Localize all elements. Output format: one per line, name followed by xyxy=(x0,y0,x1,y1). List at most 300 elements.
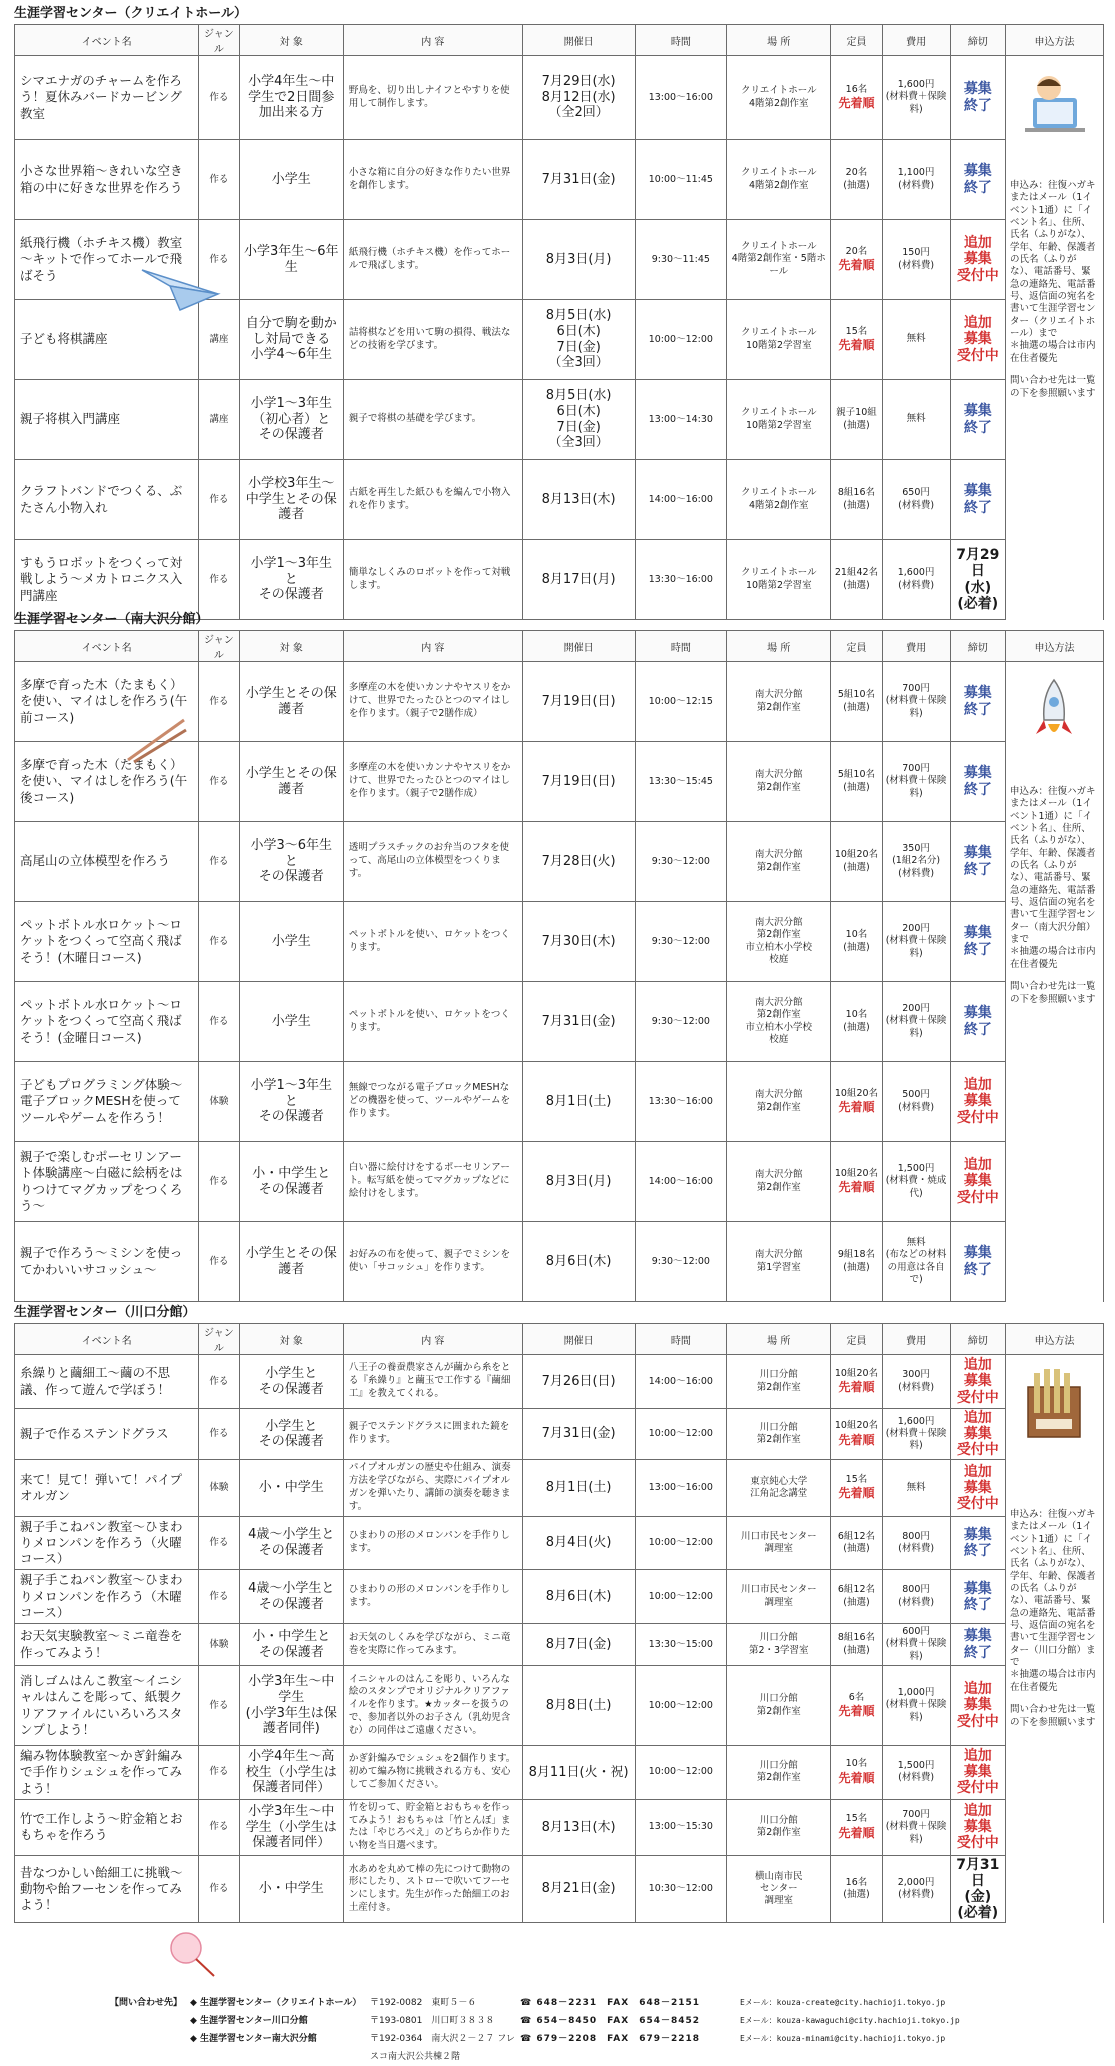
event-name: お天気実験教室～ミニ竜巻を作ってみよう！ xyxy=(15,1624,199,1666)
capacity-value: 10名 (抽選) xyxy=(843,1009,870,1033)
apply-instructions: 申込み：往復ハガキまたはメール（1イベント1通）に「イベント名」、住所、氏名（ふりがな）、学年、年齢、保護者の氏名（ふりがな）、電話番号、緊急の連絡先、電話番号、返信面の宛名を書いて生涯学習センター（川口分館）まで ＊抽選の場合は市内在住者優先 xyxy=(1009,1509,1096,1693)
event-place: 川口分館 第2創作室 xyxy=(727,1666,831,1746)
event-content: 野鳥を、切り出しナイフとやすりを使用して制作します。 xyxy=(343,56,522,140)
event-target: 小学1～3年生 と その保護者 xyxy=(239,540,343,620)
event-fee: 1,100円 (材料費) xyxy=(882,140,950,220)
contact-name: ◆ 生涯学習センター（クリエイトホール） xyxy=(190,1998,362,2008)
event-capacity xyxy=(831,902,882,982)
event-fee: 1,600円 (材料費) xyxy=(882,540,950,620)
event-genre: 作る xyxy=(199,140,239,220)
event-date: 8月11日(火・祝) xyxy=(522,1746,635,1800)
header-fee: 費用 xyxy=(882,631,950,662)
event-name: クラフトバンドでつくる、ぶたさん小物入れ xyxy=(15,460,199,540)
event-status: 追加 募集 受付中 xyxy=(950,1460,1005,1516)
event-status: 募集 終了 xyxy=(950,662,1005,742)
event-date: 7月31日(金) xyxy=(522,1409,635,1460)
event-capacity xyxy=(831,1355,882,1409)
event-time: 9:30～12:00 xyxy=(635,822,727,902)
event-status: 募集 終了 xyxy=(950,140,1005,220)
event-place: 川口分館 第2創作室 xyxy=(727,1355,831,1409)
event-capacity xyxy=(831,1516,882,1570)
capacity-value: 10名 xyxy=(845,1758,868,1770)
apply-content xyxy=(1010,60,1099,400)
apply-instructions: 申込み：往復ハガキまたはメール（1イベント1通）に「イベント名」、住所、氏名（ふりがな）、学年、年齢、保護者の氏名（ふりがな）、電話番号、緊急の連絡先、電話番号、返信面の宛名を書いて生涯学習センター（南大沢分館）まで ＊抽選の場合は市内在住者優先 xyxy=(1009,786,1096,970)
event-capacity xyxy=(831,1062,882,1142)
event-status: 募集 終了 xyxy=(950,1624,1005,1666)
event-fee: 無料 xyxy=(882,380,950,460)
header-place: 場 所 xyxy=(727,631,831,662)
event-target: 小学生とその保護者 xyxy=(239,1222,343,1302)
capacity-value: 10組20名 xyxy=(834,1167,879,1179)
event-time: 10:30～12:00 xyxy=(635,1856,727,1923)
event-time: 13:30～15:45 xyxy=(635,742,727,822)
apply-contact-note: 問い合わせ先は一覧の下を参照願います xyxy=(1009,375,1096,399)
event-fee: 150円 (材料費) xyxy=(882,220,950,300)
event-place: 南大沢分館 第2創作室 xyxy=(727,1142,831,1222)
table-row xyxy=(15,902,1104,982)
event-target: 小学3年生～6年生 xyxy=(239,220,343,300)
event-content: ひまわりの形のメロンパンを手作りします。 xyxy=(343,1516,522,1570)
event-target: 小学3～6年生 と その保護者 xyxy=(239,822,343,902)
header-place: 場 所 xyxy=(727,25,831,56)
apply-content xyxy=(1010,1359,1099,1729)
apply-content xyxy=(1010,666,1099,1006)
event-capacity xyxy=(831,56,882,140)
event-genre: 作る xyxy=(199,1142,239,1222)
contact-email[interactable]: Eメール：kouza-create@city.hachioji.tokyo.jp xyxy=(740,1998,946,2007)
header-content: 内 容 xyxy=(343,25,522,56)
event-content: 白い器に絵付けをするポーセリンアート。転写紙を使ってマグカップなどに絵付けをします。 xyxy=(343,1142,522,1222)
event-place: 南大沢分館 第2創作室 xyxy=(727,822,831,902)
event-target: 小学生と その保護者 xyxy=(239,1355,343,1409)
event-name: シマエナガのチャームを作ろう！夏休みバードカービング教室 xyxy=(15,56,199,140)
event-capacity xyxy=(831,540,882,620)
event-status: 追加 募集 受付中 xyxy=(950,1142,1005,1222)
capacity-value: 16名 xyxy=(845,83,868,95)
header-genre: ジャンル xyxy=(199,25,239,56)
event-target: 小学4年生～中学生で2日間参加出来る方 xyxy=(239,56,343,140)
event-target: 小学1～3年生（初心者）と その保護者 xyxy=(239,380,343,460)
event-target: 小学生 xyxy=(239,982,343,1062)
event-date: 8月4日(火) xyxy=(522,1516,635,1570)
apply-contact-note: 問い合わせ先は一覧の下を参照願います xyxy=(1009,981,1096,1005)
section-title: 生涯学習センター（クリエイトホール） xyxy=(14,6,247,21)
event-time: 14:00～16:00 xyxy=(635,460,727,540)
header-fee: 費用 xyxy=(882,1324,950,1355)
header-target: 対 象 xyxy=(239,25,343,56)
capacity-value: 10組20名 xyxy=(834,1367,879,1379)
section-create-hall xyxy=(14,4,1104,620)
laptop-kid-icon xyxy=(1010,60,1099,150)
event-name: 紙飛行機（ホチキス機）教室～キットで作ってホールで飛ばそう xyxy=(15,220,199,300)
event-content: 親子でステンドグラスに囲まれた鏡を作ります。 xyxy=(343,1409,522,1460)
header-content: 内 容 xyxy=(343,1324,522,1355)
event-content: お天気のしくみを学びながら、ミニ竜巻を実際に作ってみます。 xyxy=(343,1624,522,1666)
event-place: 南大沢分館 第2創作室 xyxy=(727,742,831,822)
event-target: 小学4年生～高校生（小学生は保護者同伴） xyxy=(239,1746,343,1800)
event-fee: 700円 (材料費＋保険料) xyxy=(882,662,950,742)
event-table xyxy=(14,1323,1104,1923)
event-genre: 講座 xyxy=(199,380,239,460)
event-time: 10:00～12:15 xyxy=(635,662,727,742)
event-target: 自分で駒を動かし対局できる 小学4～6年生 xyxy=(239,300,343,380)
event-capacity xyxy=(831,300,882,380)
event-date: 8月3日(月) xyxy=(522,220,635,300)
event-fee: 1,600円 (材料費＋保険料) xyxy=(882,1409,950,1460)
capacity-value: 親子10組 (抽選) xyxy=(836,407,877,431)
apply-contact-note: 問い合わせ先は一覧の下を参照願います xyxy=(1009,1704,1096,1728)
capacity-value: 20名 (抽選) xyxy=(843,167,870,191)
event-place: クリエイトホール 10階第2学習室 xyxy=(727,540,831,620)
event-status: 募集 終了 xyxy=(950,1516,1005,1570)
contact-footer xyxy=(110,1994,1100,2066)
event-name: 編み物体験教室～かぎ針編みで手作りシュシュを作ってみよう！ xyxy=(15,1746,199,1800)
table-row xyxy=(15,982,1104,1062)
contact-name: ◆ 生涯学習センター南大沢分館 xyxy=(190,2034,317,2044)
event-time: 10:00～11:45 xyxy=(635,140,727,220)
first-come-badge: 先着順 xyxy=(838,257,875,272)
event-time: 13:00～15:30 xyxy=(635,1799,727,1855)
contact-row xyxy=(110,2030,1100,2066)
event-name: 親子手こねパン教室～ひまわりメロンパンを作ろう（木曜コース） xyxy=(15,1570,199,1624)
table-row xyxy=(15,56,1104,140)
event-status: 募集 終了 xyxy=(950,380,1005,460)
header-deadline: 締切 xyxy=(950,631,1005,662)
event-name: ペットボトル水ロケット～ロケットをつくって空高く飛ばそう！(木曜日コース) xyxy=(15,902,199,982)
event-fee: 800円 (材料費) xyxy=(882,1570,950,1624)
event-time: 13:30～15:00 xyxy=(635,1624,727,1666)
contact-phone: ☎ 679－2208 FAX 679－2218 xyxy=(520,2034,701,2044)
event-place: 南大沢分館 第2創作室 市立柏木小学校 校庭 xyxy=(727,982,831,1062)
event-date: 7月19日(日) xyxy=(522,742,635,822)
event-place: 川口分館 第2・3学習室 xyxy=(727,1624,831,1666)
event-fee: 700円 (材料費＋保険料) xyxy=(882,1799,950,1855)
event-content: 詰将棋などを用いて駒の損得、戦法などの技術を学びます。 xyxy=(343,300,522,380)
table-row xyxy=(15,1666,1104,1746)
contact-label xyxy=(110,2012,190,2030)
event-target: 小学生とその保護者 xyxy=(239,662,343,742)
event-genre: 作る xyxy=(199,1799,239,1855)
event-genre: 作る xyxy=(199,1409,239,1460)
event-date: 7月26日(日) xyxy=(522,1355,635,1409)
event-date: 8月3日(月) xyxy=(522,1142,635,1222)
event-genre: 作る xyxy=(199,742,239,822)
event-time: 13:30～16:00 xyxy=(635,540,727,620)
event-status: 募集 終了 xyxy=(950,982,1005,1062)
event-genre: 作る xyxy=(199,1666,239,1746)
event-target: 小・中学生と その保護者 xyxy=(239,1624,343,1666)
header-content: 内 容 xyxy=(343,631,522,662)
capacity-value: 6組12名 (抽選) xyxy=(837,1584,876,1608)
section-minami-osawa xyxy=(14,610,1104,1302)
contact-row xyxy=(110,2012,1100,2030)
event-date: 7月30日(木) xyxy=(522,902,635,982)
event-content: 八王子の養蚕農家さんが繭から糸をとる『糸繰り』と繭玉で工作する『繭細工』を教えてくれる。 xyxy=(343,1355,522,1409)
event-name: 子ども将棋講座 xyxy=(15,300,199,380)
header-time: 時間 xyxy=(635,1324,727,1355)
header-capacity: 定員 xyxy=(831,631,882,662)
event-place: 南大沢分館 第2創作室 xyxy=(727,1062,831,1142)
header-fee: 費用 xyxy=(882,25,950,56)
event-status: 追加 募集 受付中 xyxy=(950,1746,1005,1800)
event-fee: 1,500円 (材料費) xyxy=(882,1746,950,1800)
event-genre: 作る xyxy=(199,56,239,140)
event-genre: 体験 xyxy=(199,1460,239,1516)
event-fee: 200円 (材料費＋保険料) xyxy=(882,982,950,1062)
header-date: 開催日 xyxy=(522,25,635,56)
capacity-value: 15名 xyxy=(845,325,868,337)
event-target: 小・中学生と その保護者 xyxy=(239,1142,343,1222)
event-date: 7月31日(金) xyxy=(522,982,635,1062)
event-content: パイプオルガンの歴史や仕組み、演奏方法を学びながら、実際にパイプオルガンを弾いたり、講師の演奏を聴きます。 xyxy=(343,1460,522,1516)
event-target: 小学3年生～中学生（小学生は保護者同伴） xyxy=(239,1799,343,1855)
event-place: クリエイトホール 10階第2学習室 xyxy=(727,380,831,460)
capacity-value: 8組16名 (抽選) xyxy=(837,1632,876,1656)
capacity-value: 16名 (抽選) xyxy=(843,1876,870,1901)
contact-address: 〒193-0801 川口町３８３８ xyxy=(370,2016,495,2026)
event-date: 7月28日(火) xyxy=(522,822,635,902)
event-content: 古紙を再生した紙ひもを編んで小物入れを作ります。 xyxy=(343,460,522,540)
table-row xyxy=(15,460,1104,540)
event-genre: 作る xyxy=(199,1856,239,1923)
event-name: 多摩で育った木（たまもく）を使い、マイはしを作ろう(午後コース) xyxy=(15,742,199,822)
table-row xyxy=(15,1799,1104,1855)
event-fee: 無料 xyxy=(882,300,950,380)
capacity-value: 15名 xyxy=(845,1473,868,1485)
event-fee: 2,000円 (材料費) xyxy=(882,1856,950,1923)
event-content: 紙飛行機（ホチキス機）を作ってホールで飛ばします。 xyxy=(343,220,522,300)
event-place: 南大沢分館 第2創作室 市立柏木小学校 校庭 xyxy=(727,902,831,982)
event-genre: 作る xyxy=(199,822,239,902)
event-capacity xyxy=(831,1856,882,1923)
first-come-badge: 先着順 xyxy=(838,1770,875,1785)
event-status: 募集 終了 xyxy=(950,822,1005,902)
event-content: 多摩産の木を使いカンナやヤスリをかけて、世界でたったひとつのマイはしを作ります。（親子で2膳作成） xyxy=(343,742,522,822)
event-fee: 650円 (材料費) xyxy=(882,460,950,540)
header-time: 時間 xyxy=(635,631,727,662)
event-target: 小学生と その保護者 xyxy=(239,1409,343,1460)
event-target: 小学生 xyxy=(239,902,343,982)
event-capacity xyxy=(831,1222,882,1302)
event-fee: 300円 (材料費) xyxy=(882,1355,950,1409)
event-target: 小学校3年生～中学生とその保護者 xyxy=(239,460,343,540)
capacity-value: 8組16名 (抽選) xyxy=(837,487,876,511)
event-genre: 作る xyxy=(199,220,239,300)
event-name: 多摩で育った木（たまもく）を使い、マイはしを作ろう(午前コース) xyxy=(15,662,199,742)
event-place: 横山南市民 センター 調理室 xyxy=(727,1856,831,1923)
event-time: 13:30～16:00 xyxy=(635,1062,727,1142)
capacity-value: 10組20名 xyxy=(834,1087,879,1099)
event-genre: 体験 xyxy=(199,1062,239,1142)
event-fee: 無料 (布などの材料の用意は各自で) xyxy=(882,1222,950,1302)
event-name: 親子で作るステンドグラス xyxy=(15,1409,199,1460)
event-place: 東京純心大学 江角記念講堂 xyxy=(727,1460,831,1516)
event-capacity xyxy=(831,1624,882,1666)
event-target: 小学生 xyxy=(239,140,343,220)
event-name: 昔なつかしい飴細工に挑戦～動物や飴フーセンを作ってみよう！ xyxy=(15,1856,199,1923)
table-row xyxy=(15,1516,1104,1570)
event-place: クリエイトホール 4階第2創作室 xyxy=(727,56,831,140)
event-name: すもうロボットをつくって対戦しよう～メカトロニクス入門講座 xyxy=(15,540,199,620)
table-row xyxy=(15,1856,1104,1923)
section-kawaguchi xyxy=(14,1303,1104,1923)
event-status: 追加 募集 受付中 xyxy=(950,1799,1005,1855)
header-apply: 申込方法 xyxy=(1005,631,1103,662)
event-name: 親子で楽しむポーセリンアート体験講座～白磁に絵柄をはりつけてマグカップをつくろう～ xyxy=(15,1142,199,1222)
contact-phone: ☎ 648－2231 FAX 648－2151 xyxy=(520,1998,701,2008)
event-genre: 作る xyxy=(199,540,239,620)
table-row xyxy=(15,1142,1104,1222)
event-fee: 1,500円 (材料費・焼成代) xyxy=(882,1142,950,1222)
pipe-organ-icon xyxy=(1010,1359,1099,1449)
event-name: 親子将棋入門講座 xyxy=(15,380,199,460)
chopsticks-icon xyxy=(124,716,188,764)
event-status: 募集 終了 xyxy=(950,460,1005,540)
table-row xyxy=(15,1355,1104,1409)
event-date: 8月6日(木) xyxy=(522,1570,635,1624)
contact-address: 〒192-0082 東町５－６ xyxy=(370,1998,477,2008)
table-row xyxy=(15,1062,1104,1142)
event-time: 10:00～12:00 xyxy=(635,1746,727,1800)
event-status: 追加 募集 受付中 xyxy=(950,1355,1005,1409)
contact-address: 〒192-0364 南大沢２－２７ フレスコ南大沢公共棟２階 xyxy=(370,2034,515,2062)
event-target: 小学1～3年生 と その保護者 xyxy=(239,1062,343,1142)
event-time: 9:30～11:45 xyxy=(635,220,727,300)
event-time: 13:00～16:00 xyxy=(635,56,727,140)
event-time: 9:30～12:00 xyxy=(635,982,727,1062)
event-date: 8月8日(土) xyxy=(522,1666,635,1746)
event-name: 親子手こねパン教室～ひまわりメロンパンを作ろう（火曜コース） xyxy=(15,1516,199,1570)
header-capacity: 定員 xyxy=(831,1324,882,1355)
event-capacity xyxy=(831,822,882,902)
event-status: 追加 募集 受付中 xyxy=(950,1409,1005,1460)
event-content: ひまわりの形のメロンパンを手作りします。 xyxy=(343,1570,522,1624)
event-place: 川口市民センター 調理室 xyxy=(727,1516,831,1570)
event-name: 消しゴムはんこ教室～イニシャルはんこを彫って、紙製クリアファイルにいろいろスタンプしよう！ xyxy=(15,1666,199,1746)
capacity-value: 6名 xyxy=(848,1691,865,1703)
event-date: 8月17日(月) xyxy=(522,540,635,620)
section-title: 生涯学習センター（南大沢分館） xyxy=(14,612,209,627)
paper-plane-icon xyxy=(140,256,220,312)
header-apply: 申込方法 xyxy=(1005,1324,1103,1355)
event-name: 親子で作ろう～ミシンを使ってかわいいサコッシュ～ xyxy=(15,1222,199,1302)
header-genre: ジャンル xyxy=(199,631,239,662)
table-row xyxy=(15,1409,1104,1460)
event-genre: 作る xyxy=(199,460,239,540)
event-time: 10:00～12:00 xyxy=(635,300,727,380)
event-capacity xyxy=(831,1409,882,1460)
event-target: 4歳～小学生と その保護者 xyxy=(239,1570,343,1624)
event-name: 小さな世界箱～きれいな空き箱の中に好きな世界を作ろう xyxy=(15,140,199,220)
event-capacity xyxy=(831,460,882,540)
contact-label xyxy=(110,2030,190,2066)
event-content: 多摩産の木を使いカンナやヤスリをかけて、世界でたったひとつのマイはしを作ります。（親子で2膳作成） xyxy=(343,662,522,742)
header-capacity: 定員 xyxy=(831,25,882,56)
event-status: 追加 募集 受付中 xyxy=(950,1062,1005,1142)
table-row xyxy=(15,540,1104,620)
first-come-badge: 先着順 xyxy=(838,95,875,110)
event-capacity xyxy=(831,1799,882,1855)
event-place: 川口市民センター 調理室 xyxy=(727,1570,831,1624)
event-time: 10:00～12:00 xyxy=(635,1666,727,1746)
event-fee: 無料 xyxy=(882,1460,950,1516)
event-time: 10:00～12:00 xyxy=(635,1516,727,1570)
event-content: 簡単なしくみのロボットを作って対戦します。 xyxy=(343,540,522,620)
event-fee: 800円 (材料費) xyxy=(882,1516,950,1570)
event-date: 8月13日(木) xyxy=(522,1799,635,1855)
event-capacity xyxy=(831,1570,882,1624)
capacity-value: 6組12名 (抽選) xyxy=(837,1530,876,1554)
capacity-value: 10組20名 (抽選) xyxy=(834,849,879,873)
capacity-value: 10名 (抽選) xyxy=(843,929,870,953)
event-place: 川口分館 第2創作室 xyxy=(727,1409,831,1460)
capacity-value: 21組42名 (抽選) xyxy=(834,567,879,591)
event-content: 透明プラスチックのお弁当のフタを使って、高尾山の立体模型をつくります。 xyxy=(343,822,522,902)
event-content: 小さな箱に自分の好きな作りたい世界を創作します。 xyxy=(343,140,522,220)
event-date: 8月21日(金) xyxy=(522,1856,635,1923)
event-status: 募集 終了 xyxy=(950,1222,1005,1302)
event-capacity xyxy=(831,1666,882,1746)
table-row xyxy=(15,1624,1104,1666)
header-apply: 申込方法 xyxy=(1005,25,1103,56)
contact-email[interactable]: Eメール：kouza-minami@city.hachioji.tokyo.jp xyxy=(740,2034,946,2043)
event-place: 南大沢分館 第2創作室 xyxy=(727,662,831,742)
event-content: お好みの布を使って、親子でミシンを使い「サコッシュ」を作ります。 xyxy=(343,1222,522,1302)
event-date: 8月5日(水) 6日(木) 7日(金) （全3回） xyxy=(522,380,635,460)
event-place: 川口分館 第2創作室 xyxy=(727,1799,831,1855)
header-event: イベント名 xyxy=(15,1324,199,1355)
event-content: ペットボトルを使い、ロケットをつくります。 xyxy=(343,902,522,982)
event-capacity xyxy=(831,380,882,460)
header-date: 開催日 xyxy=(522,1324,635,1355)
header-deadline: 締切 xyxy=(950,1324,1005,1355)
event-genre: 体験 xyxy=(199,1624,239,1666)
event-time: 14:00～16:00 xyxy=(635,1355,727,1409)
event-fee: 1,600円 (材料費＋保険料) xyxy=(882,56,950,140)
table-header-row xyxy=(15,1324,1104,1355)
apply-instructions: 申込み：往復ハガキまたはメール（1イベント1通）に「イベント名」、住所、氏名（ふりがな）、学年、年齢、保護者の氏名（ふりがな）、電話番号、緊急の連絡先、電話番号、返信面の宛名を書いて生涯学習センター（クリエイトホール）まで ＊抽選の場合は市内在住者優先 xyxy=(1009,180,1096,364)
event-genre: 作る xyxy=(199,1516,239,1570)
event-genre: 作る xyxy=(199,662,239,742)
event-table xyxy=(14,24,1104,620)
contact-email[interactable]: Eメール：kouza-kawaguchi@city.hachioji.tokyo.jp xyxy=(740,2016,960,2025)
event-capacity xyxy=(831,1746,882,1800)
first-come-badge: 先着順 xyxy=(838,1099,875,1114)
event-status: 募集 終了 xyxy=(950,56,1005,140)
header-time: 時間 xyxy=(635,25,727,56)
event-place: クリエイトホール 4階第2創作室 xyxy=(727,140,831,220)
event-date: 8月6日(木) xyxy=(522,1222,635,1302)
capacity-value: 5組10名 (抽選) xyxy=(837,689,876,713)
event-place: クリエイトホール 4階第2創作室 xyxy=(727,460,831,540)
event-content: 無線でつながる電子ブロックMESHなどの機器を使って、ツールやゲームを作ります。 xyxy=(343,1062,522,1142)
table-header-row xyxy=(15,631,1104,662)
event-status: 募集 終了 xyxy=(950,742,1005,822)
event-time: 10:00～12:00 xyxy=(635,1570,727,1624)
first-come-badge: 先着順 xyxy=(838,337,875,352)
event-target: 小・中学生 xyxy=(239,1460,343,1516)
event-target: 小学生とその保護者 xyxy=(239,742,343,822)
rocket-icon xyxy=(1010,666,1099,756)
event-date: 7月31日(金) xyxy=(522,140,635,220)
first-come-badge: 先着順 xyxy=(838,1379,875,1394)
event-date: 7月29日(水) 8月12日(水) （全2回） xyxy=(522,56,635,140)
event-name: 子どもプログラミング体験～電子ブロックMESHを使ってツールやゲームを作ろう！ xyxy=(15,1062,199,1142)
event-fee: 350円 (1組2名分) (材料費) xyxy=(882,822,950,902)
event-status: 7月31日 (金) (必着) xyxy=(950,1856,1005,1923)
first-come-badge: 先着順 xyxy=(838,1486,875,1501)
event-date: 7月19日(日) xyxy=(522,662,635,742)
